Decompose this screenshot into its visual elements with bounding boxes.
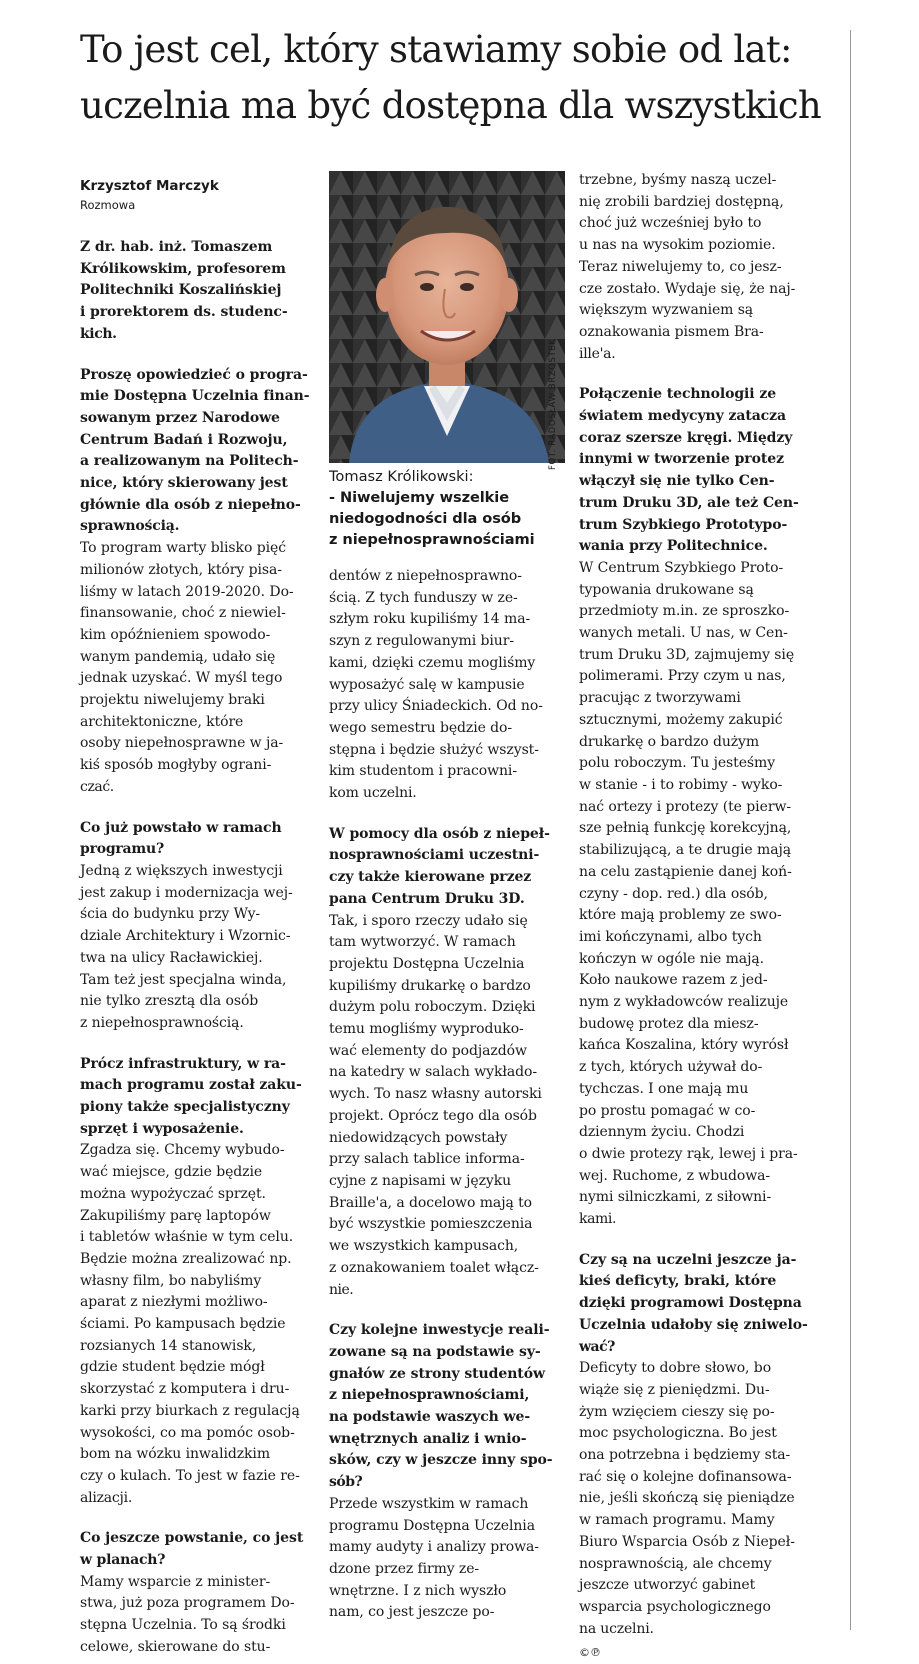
text-line: Braille'a, a docelowo mają to xyxy=(329,1194,533,1211)
text-line: mach programu został zaku- xyxy=(80,1077,302,1094)
text-line: mie Dostępna Uczelnia finan- xyxy=(80,388,310,405)
text-line: zowane są na podstawie sy- xyxy=(329,1343,541,1360)
text-line: sprawnością. xyxy=(80,518,180,535)
text-line: W pomocy dla osób z niepeł- xyxy=(329,825,550,842)
text-line: kich. xyxy=(80,325,117,342)
text-line: o dwie protezy rąk, lewej i pra- xyxy=(579,1145,798,1162)
text-line: rać się o kolejne dofinansowa- xyxy=(579,1468,792,1485)
headline-line: uczelnia ma być dostępna dla wszystkich xyxy=(80,84,821,127)
text-line: przedmioty m.in. ze sproszko- xyxy=(579,603,790,620)
question-paragraph xyxy=(80,1054,324,1141)
text-line: stwa, już poza programem Do- xyxy=(80,1595,295,1612)
text-line: wysokości, co ma pomóc osob- xyxy=(80,1424,295,1441)
text-line: trum Szybkiego Prototypo- xyxy=(579,516,788,533)
text-line: a realizowanym na Politech- xyxy=(80,453,299,470)
text-line: Tam też jest specjalna winda, xyxy=(80,971,287,988)
text-line: po prostu pomagać w co- xyxy=(579,1102,756,1119)
article-genre: Rozmowa xyxy=(80,198,136,212)
text-line: oznakowania pismem Bra- xyxy=(579,323,764,340)
text-line: wego semestru będzie do- xyxy=(329,719,513,736)
text-line: kańca Koszalina, który wyrósł xyxy=(579,1037,789,1054)
text-line: nie tylko zresztą dla osób xyxy=(80,993,259,1010)
text-line: pana Centrum Druku 3D. xyxy=(329,890,525,907)
text-line: Jedną z większych inwestycji xyxy=(80,862,283,879)
paragraph-gap xyxy=(329,1301,573,1320)
text-line: wania przy Politechnice. xyxy=(579,538,768,555)
text-line: kami, dzięki czemu mogliśmy xyxy=(329,654,536,671)
text-line: choć już wcześniej było to xyxy=(579,215,762,232)
text-line: nosprawnościami uczestni- xyxy=(329,847,540,864)
text-line: celowe, skierowane do stu- xyxy=(80,1638,271,1655)
text-line: sób? xyxy=(329,1474,363,1491)
text-line: moc psychologiczna. Bo jest xyxy=(579,1425,777,1442)
text-line: trum Druku 3D, zajmujemy się xyxy=(579,646,795,663)
text-line: Co już powstało w ramach xyxy=(80,819,282,836)
answer-paragraph xyxy=(80,538,324,798)
text-line: W Centrum Szybkiego Proto- xyxy=(579,559,784,576)
text-line: wanym pandemią, udało się xyxy=(80,648,276,665)
text-line: aparat z niezłymi możliwo- xyxy=(80,1294,268,1311)
text-line: u nas na wysokim poziomie. xyxy=(579,237,776,254)
question-paragraph xyxy=(80,818,324,861)
text-line: Deficyty to dobre słowo, bo xyxy=(579,1360,772,1377)
text-line: nosprawnością, ale chcemy xyxy=(579,1555,772,1572)
caption-quote-line: - Niwelujemy wszelkie xyxy=(329,489,509,506)
text-line: trum Druku 3D, ale też Cen- xyxy=(579,494,799,511)
question-paragraph xyxy=(80,365,324,539)
text-line: dużym polu roboczym. Dzięki xyxy=(329,999,536,1016)
text-line: finansowanie, choć z niewiel- xyxy=(80,605,286,622)
text-line: pracując z tworzywami xyxy=(579,690,741,707)
answer-paragraph xyxy=(329,1494,573,1624)
text-line: Tak, i sporo rzeczy udało się xyxy=(329,912,528,929)
text-line: na uczelni. xyxy=(579,1620,654,1637)
text-line: skorzystać z komputera i dru- xyxy=(80,1381,290,1398)
text-line: szłym roku kupiliśmy 14 ma- xyxy=(329,611,531,628)
text-line: Centrum Badań i Rozwoju, xyxy=(80,431,288,448)
text-line: wanych metali. U nas, w Cen- xyxy=(579,625,788,642)
paragraph-gap xyxy=(579,1231,823,1250)
caption-quote-line: z niepełnosprawnościami xyxy=(329,531,535,548)
text-line: ille'a. xyxy=(579,345,616,362)
text-line: stępna Uczelnia. To są środki xyxy=(80,1617,286,1634)
text-line: mamy audyty i analizy prowa- xyxy=(329,1539,539,1556)
text-line: gnałów ze strony studentów xyxy=(329,1365,545,1382)
text-line: programu Dostępna Uczelnia xyxy=(329,1517,535,1534)
paragraph-gap xyxy=(80,346,324,365)
answer-paragraph xyxy=(80,1140,324,1509)
text-line: głównie dla osób z niepełno- xyxy=(80,496,301,513)
text-line: nie. xyxy=(329,1281,354,1298)
answer-paragraph xyxy=(80,861,324,1035)
text-line: Politechniki Koszalińskiej xyxy=(80,282,282,299)
text-line: trzebne, byśmy naszą uczel- xyxy=(579,172,777,188)
text-line: wać miejsce, gdzie będzie xyxy=(80,1164,263,1181)
text-line: światem medycyny zatacza xyxy=(579,408,786,425)
answer-paragraph xyxy=(80,1572,324,1659)
text-line: nymi silniczkami, z siłowni- xyxy=(579,1189,772,1206)
text-line: być wszystkie pomieszczenia xyxy=(329,1216,533,1233)
text-line: nice, który skierowany jest xyxy=(80,475,288,492)
text-line: przy ulicy Śniadeckich. Od no- xyxy=(329,698,543,715)
question-paragraph xyxy=(579,1250,823,1359)
text-column-3 xyxy=(579,170,823,1664)
text-line: z oznakowaniem toalet włącz- xyxy=(329,1259,539,1276)
text-line: z tych, których używał do- xyxy=(579,1059,763,1076)
text-line: ścia do budynku przy Wy- xyxy=(80,906,261,923)
text-line: temu mogliśmy wyproduko- xyxy=(329,1021,524,1038)
text-line: własny film, bo nabyliśmy xyxy=(80,1272,262,1289)
text-line: polu roboczym. Tu jesteśmy xyxy=(579,755,776,772)
text-line: dentów z niepełnosprawno- xyxy=(329,568,522,584)
text-line: z niepełnosprawnością. xyxy=(80,1014,244,1031)
author-name: Krzysztof Marczyk xyxy=(80,178,219,194)
caption-name: Tomasz Królikowski: xyxy=(329,468,474,485)
text-line: programu? xyxy=(80,841,164,858)
text-line: sprzęt i wyposażenie. xyxy=(80,1120,244,1137)
text-line: wać? xyxy=(579,1338,615,1355)
text-line: sków, czy w jeszcze inny spo- xyxy=(329,1452,553,1469)
headline-line: To jest cel, który stawiamy sobie od lat: xyxy=(80,28,792,71)
text-line: kieś deficyty, braki, które xyxy=(579,1273,777,1290)
text-line: To program warty blisko pięć xyxy=(80,540,286,557)
text-line: ściami. Po kampusach będzie xyxy=(80,1316,286,1333)
text-line: które mają problemy ze swo- xyxy=(579,907,782,924)
text-line: Biuro Wsparcia Osób z Niepeł- xyxy=(579,1533,795,1550)
answer-paragraph xyxy=(579,558,823,1231)
text-line: twa na ulicy Racławickiej. xyxy=(80,949,263,966)
text-line: Co jeszcze powstanie, co jest xyxy=(80,1530,304,1547)
text-line: Teraz niwelujemy to, co jesz- xyxy=(579,258,782,275)
text-line: Zgadza się. Chcemy wybudo- xyxy=(80,1142,285,1159)
paragraph-gap xyxy=(80,799,324,818)
paragraph-gap xyxy=(80,1035,324,1054)
text-line: nym z wykładowców realizuje xyxy=(579,994,789,1011)
text-line: żym wzięciem cieszy się po- xyxy=(579,1403,775,1420)
text-line: coraz szersze kręgi. Między xyxy=(579,429,793,446)
column-rule xyxy=(850,30,851,1630)
text-line: milionów złotych, który pisa- xyxy=(80,561,282,578)
question-paragraph xyxy=(579,384,823,558)
text-line: wsparcia psychologicznego xyxy=(579,1599,771,1615)
text-line: wiąże się z pieniędzmi. Du- xyxy=(579,1381,770,1398)
text-line: Przede wszystkim w ramach xyxy=(329,1495,529,1512)
text-line: innymi w tworzenie protez xyxy=(579,451,784,468)
text-line: kami. xyxy=(579,1211,617,1228)
rights-mark: ©℗ xyxy=(579,1646,601,1660)
text-line: Czy kolejne inwestycje reali- xyxy=(329,1322,550,1339)
text-line: Czy są na uczelni jeszcze ja- xyxy=(579,1251,797,1268)
question-paragraph xyxy=(80,1528,324,1571)
text-line: na katedry w salach wykłado- xyxy=(329,1064,538,1081)
text-line: szyn z regulowanymi biur- xyxy=(329,633,514,650)
photo-credit: FOT. RADOSŁAW BRZOSTEK xyxy=(548,338,558,470)
text-line: jeszcze utworzyć gabinet xyxy=(579,1577,756,1594)
text-line: na celu zastąpienie danej koń- xyxy=(579,863,792,880)
text-line: polimerami. Przy czym u nas, xyxy=(579,668,786,685)
text-line: włączył się nie tylko Cen- xyxy=(579,473,775,490)
text-line: Połączenie technologii ze xyxy=(579,386,777,403)
text-line: dziale Architektury i Wzornic- xyxy=(80,928,291,945)
text-line: rozsianych 14 stanowisk, xyxy=(80,1337,257,1354)
text-line: drukarkę o bardzo dużym xyxy=(579,733,760,750)
text-line: gdzie student będzie mógł xyxy=(80,1359,265,1376)
answer-paragraph xyxy=(329,566,573,805)
text-line: imi kończynami, albo tych xyxy=(579,928,762,945)
text-line: nam, co jest jeszcze po- xyxy=(329,1604,495,1621)
text-line: wnętrznych analiz i wnio- xyxy=(329,1430,527,1447)
question-paragraph xyxy=(329,824,573,911)
text-line: większym wyzwaniem są xyxy=(579,302,754,319)
text-line: Królikowskim, profesorem xyxy=(80,260,286,277)
text-line: liśmy w latach 2019-2020. Do- xyxy=(80,583,294,600)
portrait-photo xyxy=(329,171,565,463)
text-line: nie, jeśli skończą się pieniądze xyxy=(579,1490,795,1507)
text-line: kim studentom i pracowni- xyxy=(329,763,517,780)
text-line: nać ortezy i protezy (te pierw- xyxy=(579,798,792,815)
text-line: wyposażyć salę w kampusie xyxy=(329,676,525,693)
answer-paragraph xyxy=(579,1358,823,1640)
text-line: osoby niepełnosprawne w ja- xyxy=(80,735,284,752)
answer-paragraph xyxy=(579,170,823,365)
text-line: jednak uzyskać. W myśl tego xyxy=(80,670,283,687)
paragraph-gap xyxy=(579,365,823,384)
text-line: tam wytworzyć. W ramach xyxy=(329,934,516,951)
text-line: kom uczelni. xyxy=(329,785,417,802)
photo-caption xyxy=(329,466,573,550)
text-line: bom na wózku inwalidzkim xyxy=(80,1446,271,1463)
text-line: wać elementy do podjazdów xyxy=(329,1042,527,1059)
text-line: alizacji. xyxy=(80,1489,133,1506)
question-paragraph xyxy=(329,1320,573,1494)
text-line: przy salach tablice informa- xyxy=(329,1151,525,1168)
text-line: Prócz infrastruktury, w ra- xyxy=(80,1055,286,1072)
text-line: cyjne z napisami w języku xyxy=(329,1172,512,1189)
text-line: z niepełnosprawnościami, xyxy=(329,1387,530,1404)
text-line: w planach? xyxy=(80,1552,166,1569)
text-line: kończyn w ogóle nie mają. xyxy=(579,950,764,967)
text-line: czać. xyxy=(80,778,114,795)
text-line: dziennym życiu. Chodzi xyxy=(579,1124,745,1141)
text-line: kupiliśmy drukarkę o bardzo xyxy=(329,977,531,994)
text-line: karki przy biurkach z regulacją xyxy=(80,1402,300,1419)
text-line: wych. To nasz własny autorski xyxy=(329,1086,542,1103)
text-line: stępna i będzie służyć wszyst- xyxy=(329,741,539,758)
answer-paragraph xyxy=(329,911,573,1302)
text-line: Będzie można zrealizować np. xyxy=(80,1250,292,1267)
text-line: piony także specjalistyczny xyxy=(80,1099,290,1116)
text-line: we wszystkich kampusach, xyxy=(329,1238,519,1255)
text-line: na podstawie waszych we- xyxy=(329,1409,531,1426)
text-line: ścią. Z tych funduszy w ze- xyxy=(329,589,518,606)
headline xyxy=(80,22,850,134)
text-line: czyny - dop. red.) dla osób, xyxy=(579,885,768,902)
text-line: cze zostało. Wydaje się, że naj- xyxy=(579,280,796,297)
text-column-1 xyxy=(80,237,324,1659)
text-line: stabilizującą, a te drugie mają xyxy=(579,842,792,859)
text-line: dzięki programowi Dostępna xyxy=(579,1295,802,1312)
text-line: sztucznymi, możemy zakupić xyxy=(579,711,783,728)
text-column-2 xyxy=(329,566,573,1624)
text-line: projekt. Oprócz tego dla osób xyxy=(329,1107,537,1124)
text-line: niedowidzących powstały xyxy=(329,1129,508,1146)
text-line: Z dr. hab. inż. Tomaszem xyxy=(80,239,273,255)
text-line: tychczas. I one mają mu xyxy=(579,1080,749,1097)
byline xyxy=(80,177,219,215)
text-line: sze pełnią funkcję korekcyjną, xyxy=(579,820,792,837)
text-line: nię zrobili bardziej dostępną, xyxy=(579,193,784,210)
text-line: typowania drukowane są xyxy=(579,581,754,598)
text-line: kiś sposób mogłyby ograni- xyxy=(80,757,272,774)
portrait-image xyxy=(329,171,565,463)
text-line: czy o kulach. To jest w fazie re- xyxy=(80,1467,300,1484)
caption-quote-line: niedogodności dla osób xyxy=(329,510,522,527)
text-line: ona potrzebna i będziemy sta- xyxy=(579,1447,791,1464)
text-line: dzone przez firmy ze- xyxy=(329,1560,480,1577)
text-line: w stanie - i to robimy - wyko- xyxy=(579,776,783,793)
text-line: można wypożyczać sprzęt. xyxy=(80,1185,266,1202)
text-line: w ramach programu. Mamy xyxy=(579,1512,775,1529)
paragraph-gap xyxy=(80,1509,324,1528)
text-line: kim opóźnieniem spowodo- xyxy=(80,626,271,643)
text-line: Mamy wsparcie z minister- xyxy=(80,1573,271,1590)
question-paragraph xyxy=(80,237,324,346)
text-line: jest zakup i modernizacja wej- xyxy=(80,884,293,901)
text-line: Uczelnia udałoby się zniwelo- xyxy=(579,1316,808,1333)
text-line: Zakupiliśmy parę laptopów xyxy=(80,1207,271,1224)
text-line: wnętrzne. I z nich wyszło xyxy=(329,1582,507,1599)
text-line: i tabletów właśnie w tym celu. xyxy=(80,1229,294,1246)
text-line: architektoniczne, które xyxy=(80,713,244,730)
text-line: Koło naukowe razem z jed- xyxy=(579,972,768,989)
text-line: czy także kierowane przez xyxy=(329,869,532,886)
text-line: sowanym przez Narodowe xyxy=(80,409,280,426)
text-line: projektu niwelujemy braki xyxy=(80,692,265,709)
text-line: projektu Dostępna Uczelnia xyxy=(329,955,525,972)
text-line: budowę protez dla miesz- xyxy=(579,1015,759,1032)
paragraph-gap xyxy=(329,805,573,824)
text-line: Proszę opowiedzieć o progra- xyxy=(80,366,308,383)
text-line: wej. Ruchome, z wbudowa- xyxy=(579,1167,771,1184)
text-line: i prorektorem ds. studenc- xyxy=(80,304,288,321)
